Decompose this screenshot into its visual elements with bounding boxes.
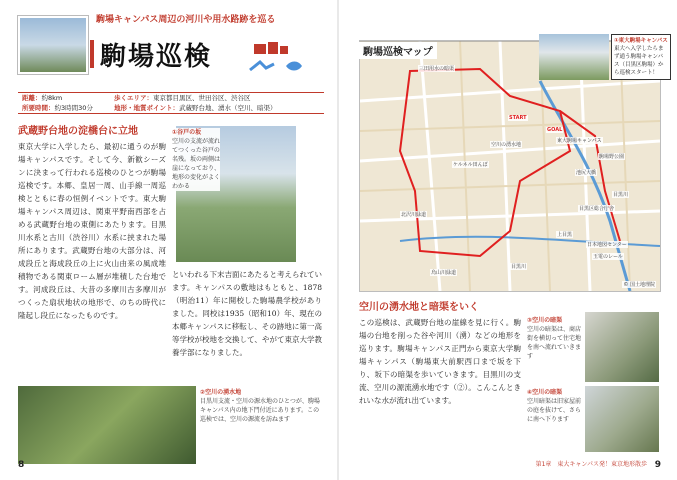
left-page <box>0 0 337 480</box>
map-label-goal: GOAL <box>547 127 563 133</box>
map-label-kitazawa: 北沢川緑道 <box>401 212 427 218</box>
terrain-label: 地形・地質ポイント： <box>114 104 179 112</box>
campus-photo-right <box>539 34 609 80</box>
caption-spring: ②空川の湧水地 目黒川支流・空川の源水地のひとつが、駒場キャンパス内の地下門付近にあります。この巡検では、空川の源流を訪ねます <box>200 389 320 423</box>
section-title-right: 空川の湧水地と暗渠をいく <box>359 302 479 313</box>
map-label-campus: 東大駒場キャンパス <box>557 138 602 144</box>
body-text-left-2: といわれる下末吉面にあたると考えられています。キャンパスの敷地はもともと、1878（明治11）年に開校した駒場農学校がありました。同校は1935（昭和10）年、現在の本郷キャンパスに移転し、その跡地に第一高等学校が校地を交換して、やがて東京大学教養学部になりました。 <box>172 270 322 357</box>
route-info <box>18 92 324 114</box>
page-number-left: 8 <box>18 460 25 470</box>
map-label-kamimeguro: 上目黒 <box>557 232 573 238</box>
map-label-park: 駒場野公園 <box>599 154 625 160</box>
map-title: 駒場巡検マップ <box>359 42 437 59</box>
area-label: 歩くエリア： <box>114 94 153 102</box>
caption-culvert-1: ③空川の暗渠 空川の暗渠は、商店街を横切って住宅地を南へ流れていきます <box>527 317 582 360</box>
body-text-left: 東京大学に入学したら、最初に通うのが駒場キャンパスです。そして今、新歓シーズンに決まって行われる巡検のひとつが駒場巡検です。本郷、皇居一周、山手線一周巡検とともに春の恒例イベントです。東大駒場キャンパス周辺は、関東平野南西部を占める武蔵野台地の東側にあたります。目黒川水系と古川（渋谷川）水系に挟まれた場所にあります。武蔵野台地の大部分は、河成段丘と海成段丘の上に火山由来の風成堆積物である関東ローム層が堆積した台地です。河成段丘は、大昔の多摩川古多摩川がつくった扇状地状の地形で、のちの時代に隆起し段丘になったものです。 <box>18 142 166 320</box>
map-label-meguro-river-2: 目黒川 <box>511 264 527 270</box>
photo-spring-1 <box>18 386 196 464</box>
photo-culvert-1 <box>585 312 659 382</box>
kicker-text: 駒場キャンパス周辺の河川や用水路跡を巡る <box>96 15 276 25</box>
map-label-kellner: ケルネル田んぼ <box>453 162 488 168</box>
body-text-right: この巡検は、武蔵野台地の崖線を見に行く。駒場の台地を削った谷や河川（湧）などの地形を巡ります。駒場キャンパス正門から東京大学駒場キャンパス（駒場東大前駅西口まで坂を下り、坂下の暗渠を歩いていきます。目黒川の支流、空川の源流湧水地です（②）。こんこんときれいな水が流れ出ています。 <box>359 318 521 405</box>
map-label-spring: 空川の湧水地 <box>491 142 522 148</box>
map-callout: ①東大駒場キャンパス 東大へ入学したらまず通う駒場キャンパス（目黒区駒場）から巡検スタート！ <box>611 34 671 80</box>
time-label: 所要時間： <box>22 104 55 112</box>
right-page <box>339 0 677 480</box>
distance-label: 距離： <box>22 94 42 102</box>
campus-photo <box>18 16 88 74</box>
caption-culvert-2: ④空川の暗渠 空川暗渠は旧家屋前の庭を抜けて、さらに南へ下ります <box>527 389 582 423</box>
map-credit: © 国土地理院 <box>623 282 655 288</box>
photo-culvert-2 <box>585 386 659 452</box>
terrain-value: 武蔵野台地、湧水（空川、暗渠） <box>179 104 277 112</box>
running-footer: 第1章 東大キャンパス発！東京地形散歩 <box>535 461 647 468</box>
map-label-karasuyama: 烏山川緑道 <box>431 270 457 276</box>
map-label-ikejiri: 池尻大橋 <box>576 170 597 176</box>
page-number-right: 9 <box>654 460 661 470</box>
area-value: 東京都目黒区、世田谷区、渋谷区 <box>153 94 251 102</box>
map-label-1: 三田用水の暗渠 <box>419 66 455 72</box>
map-label-office: 目黒区総合庁舎 <box>579 206 615 212</box>
map-label-map-center: 日本地図センター <box>587 242 627 248</box>
distance-value: 約8km <box>41 94 63 102</box>
page-title: 駒場巡検 <box>100 36 212 73</box>
map-label-rail: 玉電のレール <box>593 254 623 260</box>
header-illustrations-icon <box>246 40 316 80</box>
section-title-left: 武蔵野台地の淀橋台に立地 <box>18 126 138 137</box>
caption-slope: ①谷戸の坂 空川の支流が流れてつくった谷戸の名残。坂の両側は崖になっており、地形の変化がよくわかる <box>172 129 221 190</box>
map-label-start: START <box>509 115 527 121</box>
time-value: 約3時間30分 <box>54 104 93 112</box>
map-label-meguro-river: 目黒川 <box>613 192 629 198</box>
